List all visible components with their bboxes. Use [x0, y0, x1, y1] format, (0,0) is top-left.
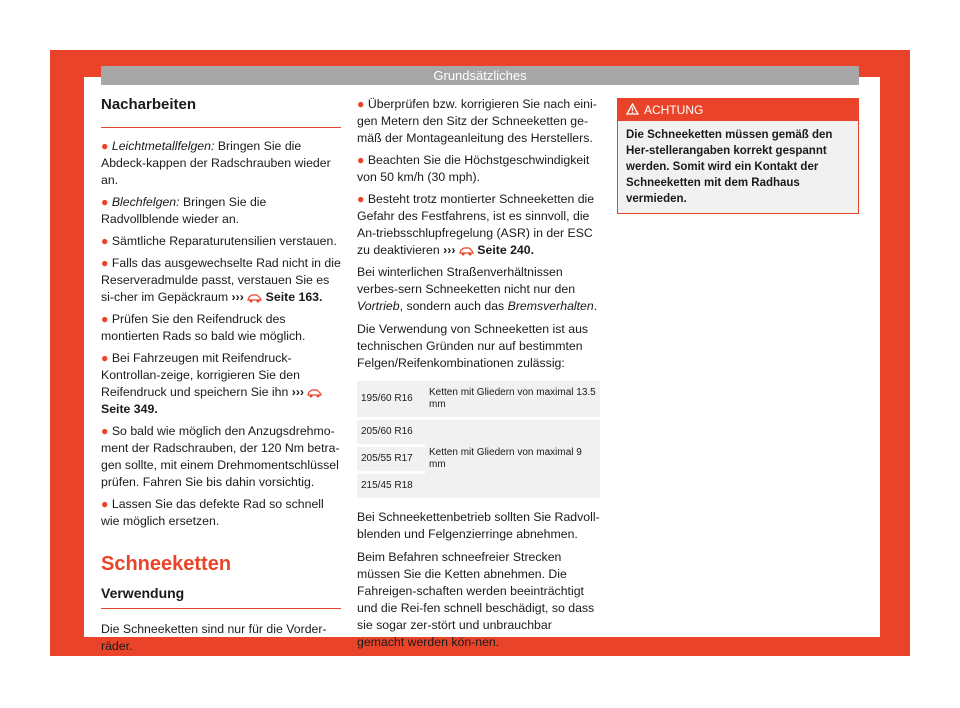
list-item: ● Lassen Sie das defekte Rad so schnell wie möglich ersetzen. [101, 497, 324, 528]
warning-triangle-icon [626, 103, 639, 115]
table-row [357, 420, 600, 444]
chapter-title: Schneeketten [101, 553, 232, 575]
list-item: ● Beachten Sie die Höchstgeschwindigkeit von 50 km/h (30 mph). [357, 153, 590, 184]
bullet-icon: ● [357, 97, 365, 111]
ref-arrows: ››› [231, 290, 244, 304]
paragraph: Bei Schneekettenbetrieb sollten Sie Radvoll-blenden und Felgenzierringe abnehmen. [357, 510, 600, 541]
car-reference-icon [247, 292, 262, 303]
tire-chain-table [357, 378, 600, 501]
table-cell-size: 195/60 R16 [357, 381, 425, 417]
table-cell-size: 205/60 R16 [357, 420, 425, 444]
page-reference-link[interactable]: Seite 349. [101, 402, 158, 416]
list-item: ● Falls das ausgewechselte Rad nicht in die Reserveradmulde passt, verstauen Sie es si-cher im Gepäckraum ››› Seite 163. [101, 256, 341, 304]
table-cell-size: 205/55 R17 [357, 447, 425, 471]
list-item: ● Leichtmetallfelgen: Bringen Sie die Abdeck-kappen der Radschrauben wieder an. [101, 139, 331, 187]
car-reference-icon [459, 245, 474, 256]
page-reference-link[interactable]: Seite 163. [265, 290, 323, 304]
running-header: Grundsätzliches [101, 66, 859, 85]
bullet-icon: ● [101, 234, 109, 248]
column-left [101, 96, 341, 661]
list-item: ● Blechfelgen: Bringen Sie die Radvollblende wieder an. [101, 195, 267, 226]
warning-text: Die Schneeketten müssen gemäß den Her-stellerangaben korrekt gespannt werden. Somit wird ein Kontakt der Schneeketten mit dem Radhaus vermieden. [626, 129, 833, 205]
table-cell-chain: Ketten mit Gliedern von maximal 9 mm [425, 420, 600, 498]
ref-arrows: ››› [443, 243, 456, 257]
paragraph: Beim Befahren schneefreier Strecken müssen Sie die Ketten abnehmen. Die Fahreigen-schaften werden beeinträchtigt und die Rei-fen schnell beschädigt, so dass sie sogar zer-stört und unbrauchbar gemacht werden kön-nen. [357, 550, 595, 649]
warning-header [618, 99, 858, 121]
warning-box [617, 98, 859, 214]
list-item: ● Besteht trotz montierter Schneeketten die Gefahr des Festfahrens, ist es sinnvoll, die An-triebsschlupfregelung (ASR) in der ESC zu deaktivieren ››› Seite 240. [357, 192, 595, 257]
bullet-icon: ● [101, 351, 109, 365]
paragraph: Die Verwendung von Schneeketten ist aus technischen Gründen nur auf bestimmten Felgen/Reifenkombinationen zulässig: [357, 322, 589, 370]
list-item: ● Sämtliche Reparaturutensilien verstauen. [101, 234, 337, 248]
column-middle [357, 96, 600, 657]
paragraph: Bei winterlichen Straßenverhältnissen verbes-sern Schneeketten nicht nur den Vortrieb, sondern auch das Bremsverhalten. [357, 265, 598, 313]
list-item: ● Bei Fahrzeugen mit Reifendruck-Kontrollan-zeige, korrigieren Sie den Reifendruck und speichern Sie ihn ››› Seite 349. [101, 350, 341, 418]
bullet-icon: ● [357, 153, 365, 167]
bullet-icon: ● [357, 192, 365, 206]
bullet-icon: ● [101, 139, 109, 153]
bullet-icon: ● [101, 195, 109, 209]
paragraph: Die Schneeketten sind nur für die Vorder-räder. [101, 622, 327, 653]
section-heading-rule [101, 96, 341, 128]
bullet-icon: ● [101, 424, 109, 438]
table-row [357, 381, 600, 417]
list-item: ● Prüfen Sie den Reifendruck des montierten Rads so bald wie möglich. [101, 312, 306, 343]
car-reference-icon [307, 387, 322, 398]
page-reference-link[interactable]: Seite 240. [477, 243, 535, 257]
page-number: 59 [866, 622, 879, 634]
bullet-icon: ● [101, 256, 109, 270]
bullet-icon: ● [101, 312, 109, 326]
section-title: Nacharbeiten [101, 96, 197, 113]
table-cell-size: 215/45 R18 [357, 474, 425, 498]
bullet-icon: ● [101, 497, 109, 511]
table-cell-chain: Ketten mit Gliedern von maximal 13.5 mm [425, 381, 600, 417]
column-right [617, 98, 859, 214]
ref-arrows: ››› [291, 385, 305, 399]
subsection-title: Verwendung [101, 585, 341, 609]
warning-title: ACHTUNG [644, 103, 704, 117]
list-item: ● Überprüfen bzw. korrigieren Sie nach eini-gen Metern den Sitz der Schneeketten ge-mäß der Montageanleitung des Herstellers. [357, 97, 597, 145]
list-item: ● So bald wie möglich den Anzugsdrehmo-ment der Radschrauben, der 120 Nm betra-gen sollte, mit einem Drehmomentschlüssel prüfen. Fahren Sie bis dahin vorsichtig. [101, 424, 340, 489]
